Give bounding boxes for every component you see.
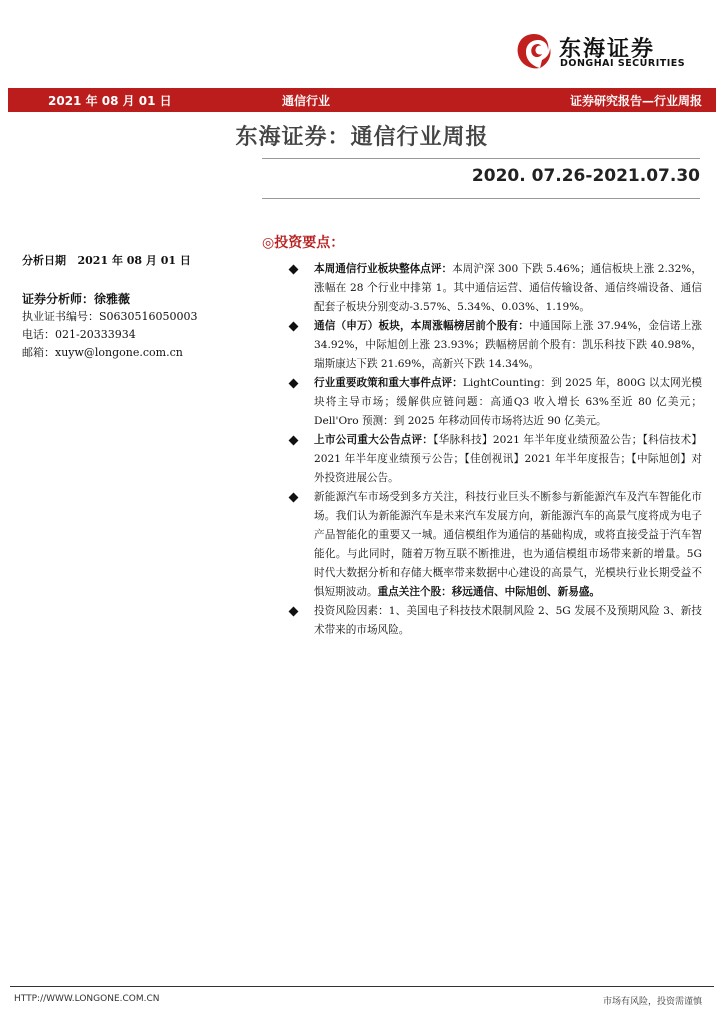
analysis-date-label: 分析日期 — [22, 254, 66, 267]
bullet-head: 上市公司重大公告点评： — [314, 434, 434, 446]
list-item — [290, 431, 702, 488]
company-logo — [512, 30, 702, 74]
list-item — [290, 602, 702, 640]
analysis-date: 2021 年 08 月 01 日 — [77, 254, 191, 267]
header-date: 2021 年 08 月 01 日 — [48, 94, 172, 108]
bullet-text: 【华脉科技】2021 年半年度业绩预盈公告；【科信技术】2021 年半年度业绩预亏公告；【佳创视讯】2021 年半年度报告；【中际旭创】对外投资进展公告。 — [314, 434, 703, 484]
header-bar — [8, 88, 716, 112]
bullet-text: LightCounting：到 2025 年，800G 以太网光模块将主导市场；缓解供应链问题：高通Q3 收入增长 63%至近 80 亿美元；Dell'Oro 预测：到 2025 年移动回传市场将达近 90 亿美元。 — [314, 377, 702, 427]
bullet-text: 本周沪深 300 下跌 5.46%；通信板块上涨 2.32%，涨幅在 28 个行业中排第 1。其中通信运营、通信传输设备、通信终端设备、通信配套子板块分别变动-3.57%、5.34%、0.03%、1.19%。 — [314, 263, 702, 313]
page-title: 东海证券：通信行业周报 — [235, 125, 489, 150]
diamond-bullet-icon — [289, 265, 299, 275]
footer-url[interactable]: HTTP://WWW.LONGONE.COM.CN — [14, 994, 160, 1004]
list-item — [290, 374, 702, 431]
footer-divider — [10, 986, 714, 987]
header-report-type: 证券研究报告—行业周报 — [569, 94, 702, 108]
bullet-head: 通信（申万）板块，本周涨幅榜居前个股有： — [314, 320, 530, 332]
analyst-info — [22, 252, 244, 362]
analyst-phone: 电话：021-20333934 — [22, 328, 136, 341]
bullet-tail-bold: 重点关注个股：移远通信、中际旭创、新易盛。 — [377, 586, 601, 598]
diamond-bullet-icon — [289, 322, 299, 332]
dragon-logo-icon — [512, 30, 556, 74]
bullet-head: 行业重要政策和重大事件点评： — [314, 377, 463, 389]
list-item — [290, 260, 702, 317]
date-divider — [262, 198, 700, 199]
logo-chinese-name: 东海证券 — [559, 37, 656, 62]
bullet-head: 本周通信行业板块整体点评： — [314, 263, 453, 275]
diamond-bullet-icon — [289, 607, 299, 617]
list-item — [290, 317, 702, 374]
analyst-label: 证券分析师： — [22, 292, 95, 306]
bullet-list — [290, 260, 702, 640]
logo-english-name: DONGHAI SECURITIES — [560, 58, 686, 69]
analyst-email[interactable]: 邮箱：xuyw@longone.com.cn — [22, 346, 183, 359]
title-divider — [262, 158, 700, 159]
diamond-bullet-icon — [289, 436, 299, 446]
bullet-text: 中通国际上涨 37.94%，金信诺上涨 34.92%，中际旭创上涨 23.93%；跌幅榜居前个股有：凯乐科技下跌 40.98%，瑞斯康达下跌 21.69%，高新兴下跌 14.34%。 — [314, 320, 702, 370]
bullet-text: 新能源汽车市场受到多方关注，科技行业巨头不断参与新能源汽车及汽车智能化市场。我们认为新能源汽车是未来汽车发展方向，新能源汽车的高景气度将成为电子产品智能化的重要又一城。通信模组作为通信的基础构成，或将直接受益于汽车智能化。与此同时，随着万物互联不断推进，也为通信模组市场带来新的增量。5G 时代大数据分析和存储大概率带来数据中心建设的高景气，光模块行业长期受益不惧短期波动。 — [314, 491, 702, 598]
list-item — [290, 488, 702, 602]
analyst-name: 徐雅薇 — [94, 292, 131, 306]
analyst-row — [22, 290, 244, 308]
date-range: 2020. 07.26-2021.07.30 — [471, 166, 700, 186]
diamond-bullet-icon — [289, 379, 299, 389]
analysis-date-row — [22, 252, 244, 270]
analyst-cert: 执业证书编号：S0630516050003 — [22, 310, 198, 323]
header-industry: 通信行业 — [282, 94, 331, 108]
footer-risk-note: 市场有风险，投资需谨慎 — [602, 997, 702, 1007]
bullet-text: 投资风险因素：1、美国电子科技技术限制风险 2、5G 发展不及预期风险 3、新技术带来的市场风险。 — [314, 605, 702, 636]
diamond-bullet-icon — [289, 493, 299, 503]
section-heading: ◎投资要点： — [262, 235, 345, 251]
